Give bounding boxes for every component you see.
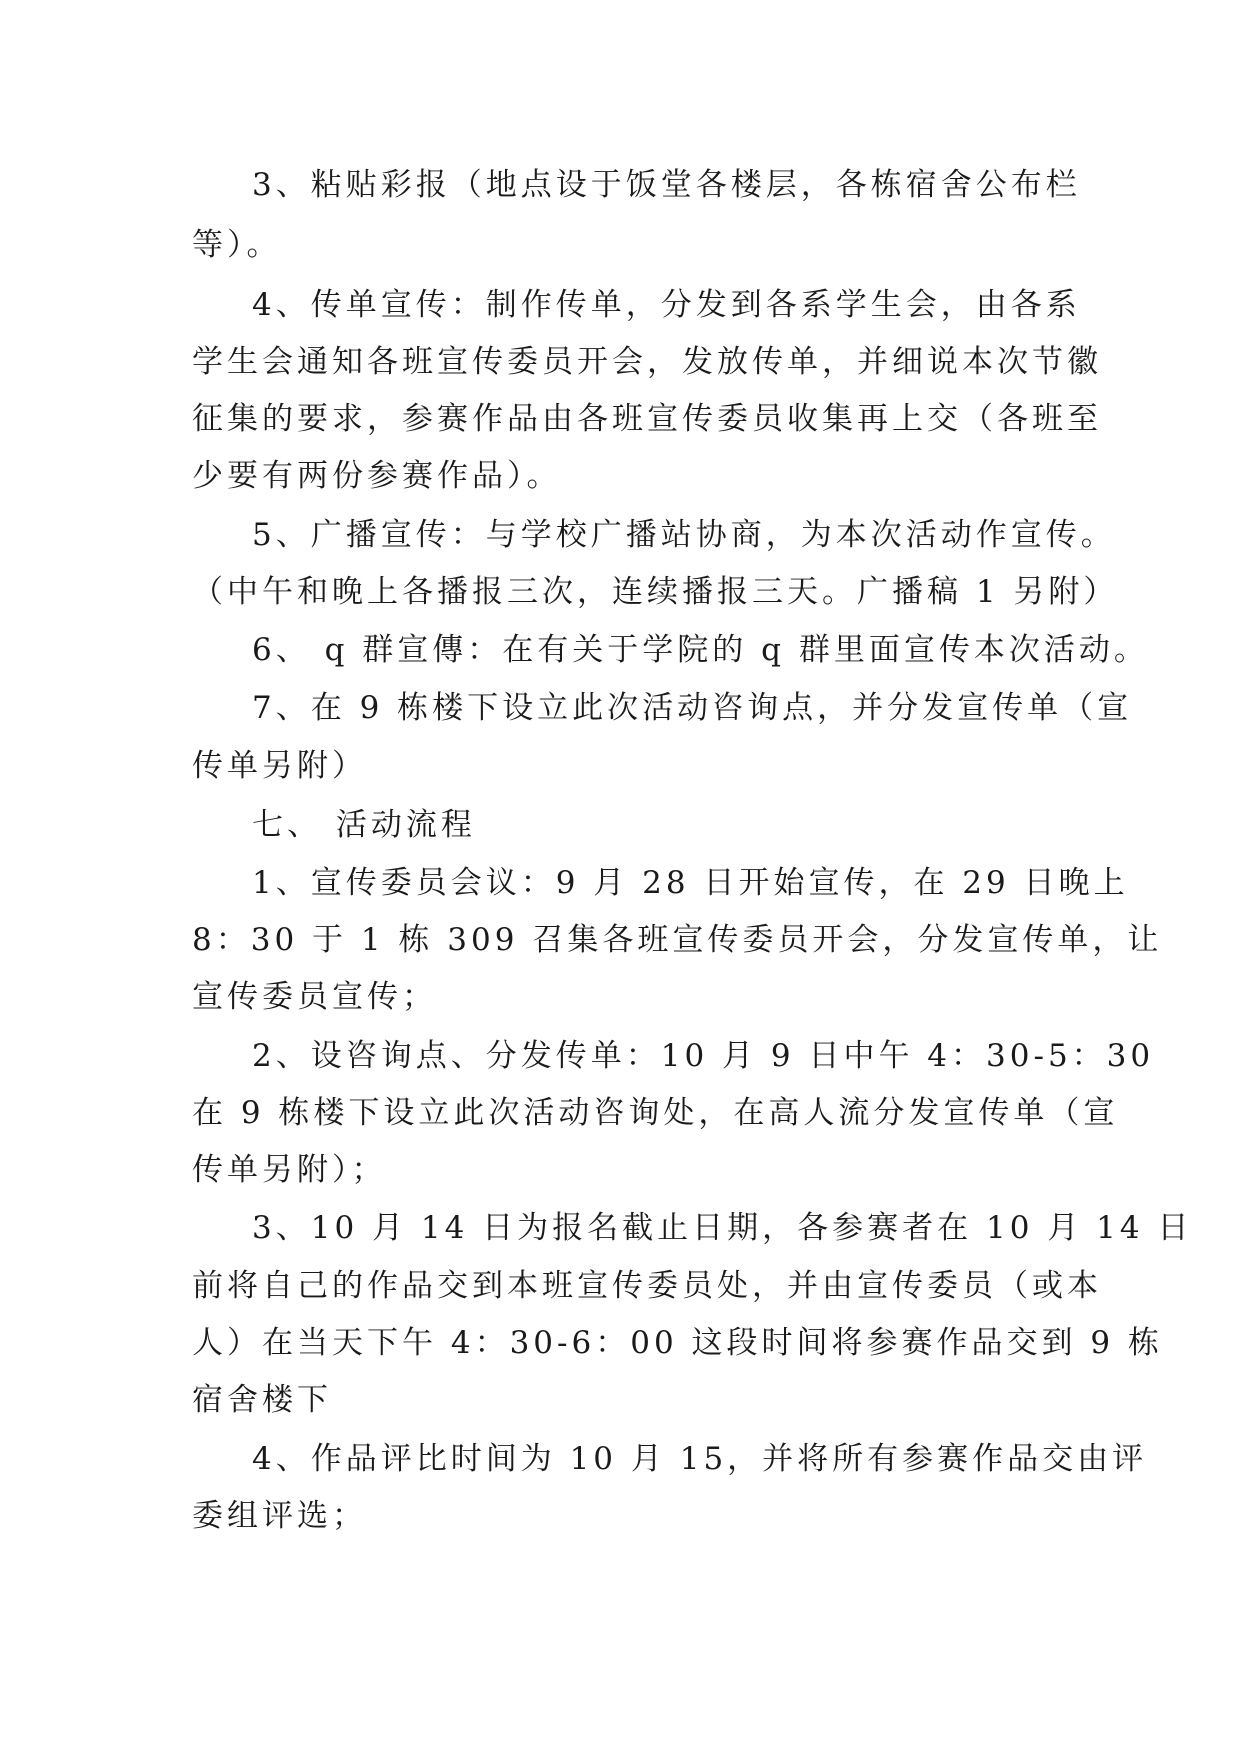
text-line: 等）。 xyxy=(192,227,282,263)
text-line: 前将自己的作品交到本班宣传委员处，并由宣传委员（或本 xyxy=(192,1268,1102,1304)
text-line: （中午和晚上各播报三次，连续播报三天。广播稿 1 另附） xyxy=(192,574,1119,610)
text-line: 3、10 月 14 日为报名截止日期，各参赛者在 10 月 14 日 xyxy=(252,1210,1193,1246)
text-line: 8：30 于 1 栋 309 召集各班宣传委员开会，分发宣传单，让 xyxy=(192,922,1163,958)
text-line: 6、 q 群宣傳：在有关于学院的 q 群里面宣传本次活动。 xyxy=(252,632,1149,668)
text-line: 3、粘贴彩报（地点设于饭堂各楼层，各栋宿舍公布栏 xyxy=(252,167,1081,203)
section-heading: 七、 活动流程 xyxy=(252,807,476,843)
text-line: 7、在 9 栋楼下设立此次活动咨询点，并分发宣传单（宣 xyxy=(252,690,1133,726)
text-line: 征集的要求，参赛作品由各班宣传委员收集再上交（各班至 xyxy=(192,401,1102,437)
text-line: 宣传委员宣传； xyxy=(192,979,437,1015)
text-line: 2、设咨询点、分发传单：10 月 9 日中午 4：30-5：30 xyxy=(252,1038,1155,1074)
text-line: 1、宣传委员会议：9 月 28 日开始宣传，在 29 日晚上 xyxy=(252,865,1129,901)
text-line: 少要有两份参赛作品）。 xyxy=(192,458,562,494)
text-line: 传单另附） xyxy=(192,748,367,784)
text-line: 学生会通知各班宣传委员开会，发放传单，并细说本次节徽 xyxy=(192,344,1102,380)
text-line: 5、广播宣传：与学校广播站协商，为本次活动作宣传。 xyxy=(252,517,1116,553)
text-line: 人）在当天下午 4：30-6：00 这段时间将参赛作品交到 9 栋 xyxy=(192,1325,1163,1361)
text-line: 传单另附）； xyxy=(192,1152,387,1188)
text-line: 宿舍楼下 xyxy=(192,1382,332,1418)
text-line: 4、作品评比时间为 10 月 15，并将所有参赛作品交由评 xyxy=(252,1441,1148,1477)
text-line: 在 9 栋楼下设立此次活动咨询处，在高人流分发宣传单（宣 xyxy=(192,1095,1119,1131)
text-line: 委组评选； xyxy=(192,1498,367,1534)
text-line: 4、传单宣传：制作传单，分发到各系学生会，由各系 xyxy=(252,287,1081,323)
